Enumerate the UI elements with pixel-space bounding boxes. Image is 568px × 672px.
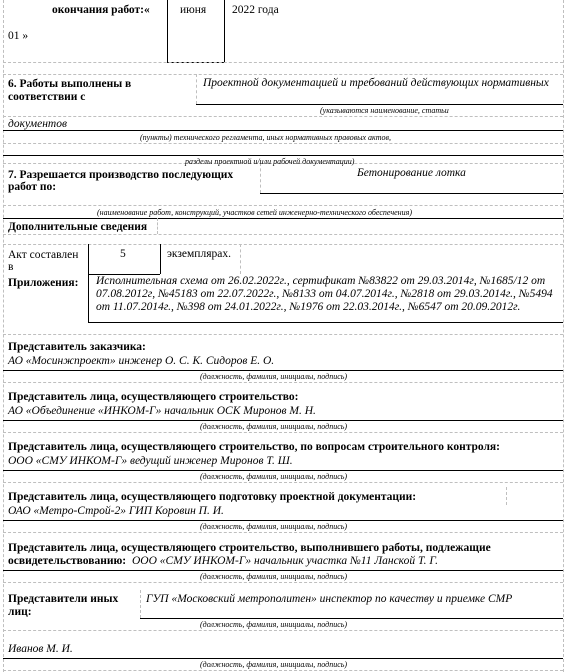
rep-builder-value: АО «Объединение «ИНКОМ-Г» начальник ОСК Миронов М. Н. [8,405,316,417]
rep-control-value: ООО «СМУ ИНКОМ-Г» ведущий инженер Миронов Т. Ш. [8,455,293,467]
rep-builder-hint: (должность, фамилия, инициалы, подпись) [200,422,348,431]
rep-others-hint: (должность, фамилия, инициалы, подпись) [200,620,348,629]
act-label-line2: в [8,261,14,273]
rep-performer-value: ООО «СМУ ИНКОМ-Г» начальник участка №11 Ланской Т. Г. [132,555,438,567]
rep-others-value2: Иванов М. И. [8,643,73,655]
act-copies-count: 5 [120,248,126,260]
rep-control-label: Представитель лица, осуществляющего строительство, по вопросам строительного контроля: [8,441,500,453]
rep-performer-label-line1: Представитель лица, осуществляющего строительство, выполнившего работы, подлежащие [8,542,491,554]
rep-performer-hint: (должность, фамилия, инициалы, подпись) [200,572,348,581]
rep-design-value: ОАО «Метро-Строй-2» ГИП Коровин П. И. [8,505,224,517]
act-copies-unit: экземплярах. [167,248,231,260]
section6-value: Проектной документацией и требований действующих нормативных [203,77,549,89]
section6-label-line2: соответствии с [8,91,86,103]
section6-value2: документов [8,118,67,130]
rep-control-hint: (должность, фамилия, инициалы, подпись) [200,472,348,481]
section6-hint2: (пункты) технического регламента, иных нормативных правовых актов, [140,133,391,142]
section7-label-line1: 7. Разрешается производство последующих [8,169,234,181]
rep-customer-label: Представитель заказчика: [8,341,146,353]
section7-hint: (наименование работ, конструкций, участков сетей инженерно-технического обеспечения) [97,208,413,217]
rep-design-label: Представитель лица, осуществляющего подготовку проектной документации: [8,491,417,503]
additional-info-label: Дополнительные сведения [8,221,148,233]
rep-performer-label-line2: освидетельствованию: [8,555,127,567]
section7-value: Бетонирование лотка [357,167,466,179]
act-label-line1: Акт составлен [8,249,79,261]
end-date-year: 2022 года [232,4,279,16]
section6-hint3: разделы проектной и/или рабочей документации) [185,157,355,166]
rep-others-hint2: (должность, фамилия, инициалы, подпись) [200,660,348,669]
rep-customer-value: АО «Мосинжпроект» инженер О. С. К. Сидоров Е. О. [8,355,275,367]
rep-customer-hint: (должность, фамилия, инициалы, подпись) [200,372,348,381]
section6-label-line1: 6. Работы выполнены в [8,78,132,90]
appendix-label: Приложения: [8,277,79,289]
end-date-month: июня [180,4,207,16]
end-date-day: 01 » [8,30,29,42]
rep-builder-label: Представитель лица, осуществляющего строительство: [8,391,299,403]
end-date-label: окончания работ:« [52,4,150,16]
rep-others-value: ГУП «Московский метрополитен» инспектор по качеству и приемке СМР [146,593,513,605]
rep-design-hint: (должность, фамилия, инициалы, подпись) [200,522,348,531]
appendix-text: Исполнительная схема от 26.02.2022г., сертификат №83822 от 29.03.2014г, №1685/12 от 07.08.2012г, №45183 от 22.07.2022г., №8133 от 04.07.2014г., №2818 от 29.03.2014г., №5494 от 11.07.2014г., №398 от 24.01.2022г., №1976 от 22.03.2014г., №6547 от 20.09.2012г. [96,275,553,313]
rep-others-label-line2: лиц: [8,606,32,618]
section6-hint1: (указываются наименование, статьи [320,106,449,115]
section7-label-line2: работ по: [8,181,57,193]
rep-others-label-line1: Представители иных [8,593,119,605]
